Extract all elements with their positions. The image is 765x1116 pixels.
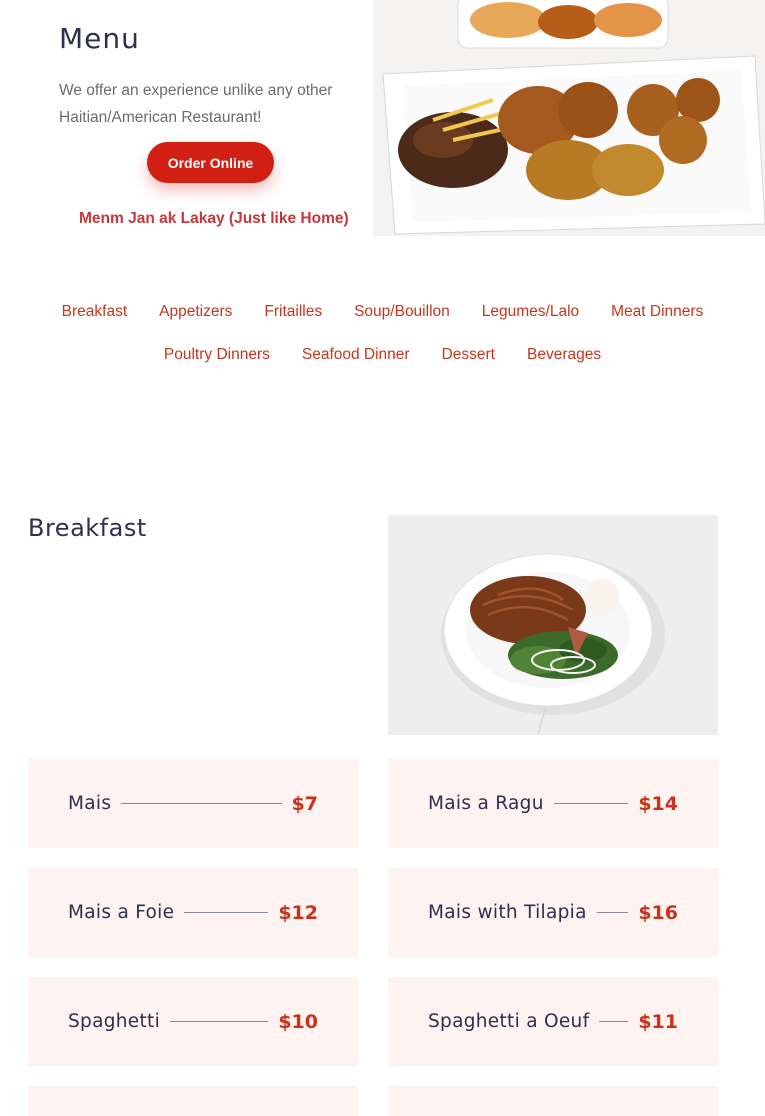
item-name: Mais with Tilapia [428,902,587,923]
menu-item-mais-with-tilapia [388,868,718,957]
item-divider [597,912,629,913]
item-name: Spaghetti [68,1011,161,1032]
item-name: Mais a Foie [68,902,175,923]
order-online-button[interactable]: Order Online [147,142,274,183]
hero-text [59,22,359,131]
item-divider [170,1021,268,1022]
category-soup-bouillon[interactable]: Soup/Bouillon [354,303,450,320]
menu-item-card-partial [388,1086,718,1116]
hero-description: We offer an experience unlike any other Haitian/American Restaurant! [59,82,333,126]
category-nav-row-2 [0,346,765,364]
category-appetizers[interactable]: Appetizers [159,303,233,320]
item-price: $14 [638,792,678,815]
section-title: Breakfast [28,514,147,542]
menu-item-spaghetti [28,977,358,1066]
item-divider [184,912,268,913]
menu-item-mais-a-ragu [388,759,718,848]
tagline: Menm Jan ak Lakay (Just like Home) [79,210,349,227]
item-price: $10 [278,1010,318,1033]
item-price: $12 [278,901,318,924]
category-dessert[interactable]: Dessert [441,346,495,363]
item-divider [554,803,629,804]
menu-item-mais [28,759,358,848]
category-legumes-lalo[interactable]: Legumes/Lalo [481,303,580,320]
category-fritailles[interactable]: Fritailles [264,303,323,320]
item-price: $11 [638,1010,678,1033]
item-price: $16 [638,901,678,924]
menu-item-mais-a-foie [28,868,358,957]
menu-item-spaghetti-a-oeuf [388,977,718,1066]
category-meat-dinners[interactable]: Meat Dinners [611,303,704,320]
category-beverages[interactable]: Beverages [526,346,602,363]
hero-food-photo [373,0,765,236]
item-name: Mais [68,793,112,814]
item-divider [599,1021,628,1022]
category-breakfast[interactable]: Breakfast [61,303,128,320]
category-seafood-dinner[interactable]: Seafood Dinner [301,346,410,363]
item-divider [121,803,281,804]
item-name: Mais a Ragu [428,793,544,814]
category-nav-row-1 [0,303,765,321]
page-title: Menu [59,22,140,55]
category-poultry-dinners[interactable]: Poultry Dinners [163,346,270,363]
item-name: Spaghetti a Oeuf [428,1011,590,1032]
item-price: $7 [291,792,318,815]
breakfast-dish-photo [388,515,718,735]
menu-item-card-partial [28,1086,358,1116]
